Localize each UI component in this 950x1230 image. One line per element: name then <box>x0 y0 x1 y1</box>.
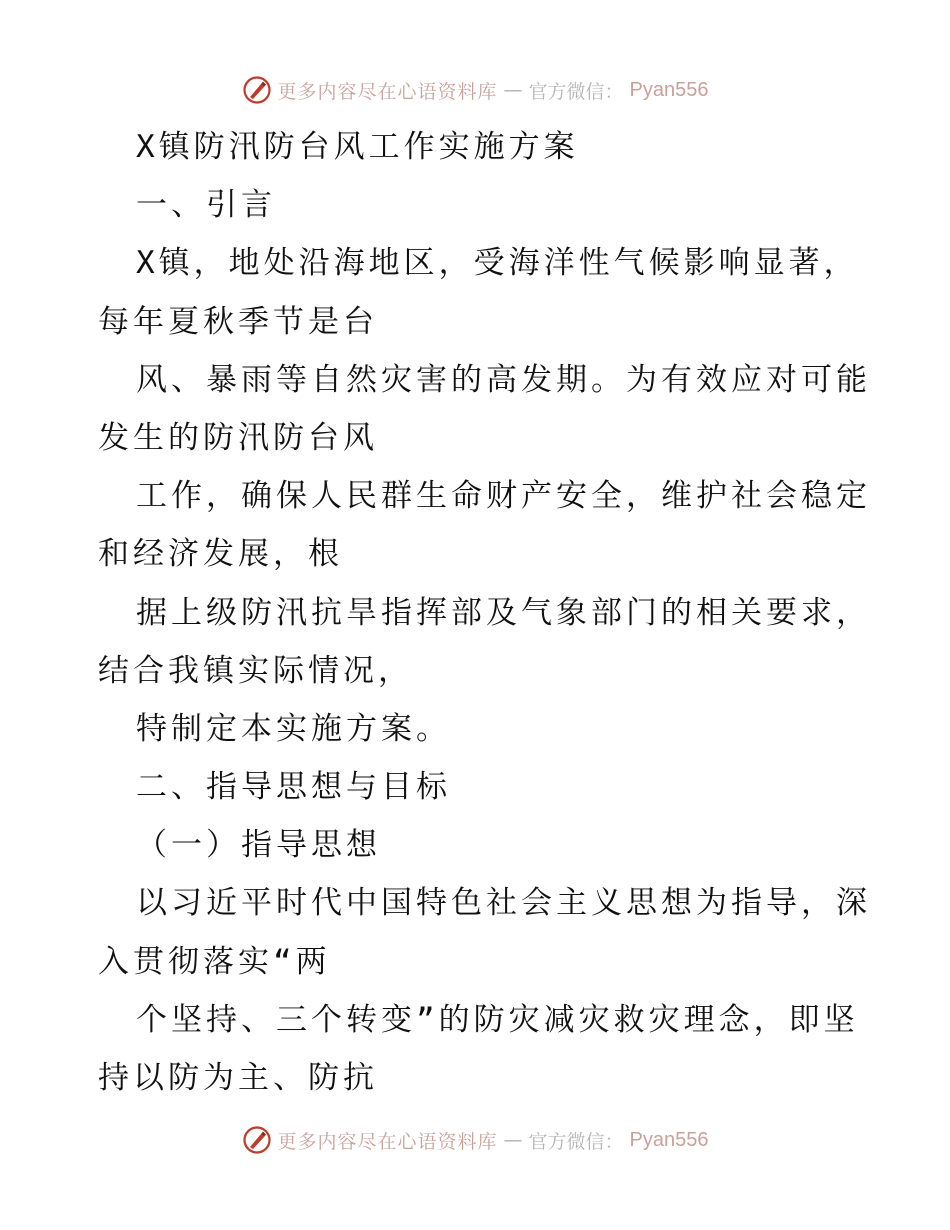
watermark-account: Pyan556 <box>629 1128 709 1151</box>
watermark-dash: — <box>503 79 523 101</box>
paragraph-line: 个坚持、三个转变”的防灾减灾救灾理念，即坚 <box>136 1001 859 1038</box>
watermark-account: Pyan556 <box>629 78 709 101</box>
footer-watermark <box>0 1120 950 1160</box>
section-heading-guidance: 二、指导思想与目标 <box>136 769 451 806</box>
watermark-wechat-label: 官方微信： <box>528 80 624 103</box>
pen-circle-logo-icon <box>242 75 272 105</box>
paragraph-line: 每年夏秋季节是台 <box>98 303 378 340</box>
paragraph-line: 风、暴雨等自然灾害的高发期。为有效应对可能 <box>136 361 871 398</box>
watermark-dash: — <box>503 1129 523 1151</box>
paragraph-line: 以习近平时代中国特色社会主义思想为指导，深 <box>136 885 871 922</box>
paragraph-line: 持以防为主、防抗 <box>98 1060 378 1096</box>
subsection-heading-guiding-thought: （一）指导思想 <box>136 827 381 864</box>
paragraph-line: 发生的防汛防台风 <box>98 419 378 456</box>
watermark-site-text: 更多内容尽在心语资料库 <box>277 80 498 103</box>
paragraph-line: 特制定本实施方案。 <box>136 710 451 747</box>
paragraph-line: 工作，确保人民群生命财产安全，维护社会稳定 <box>136 478 871 515</box>
paragraph-line: 和经济发展，根 <box>98 536 343 573</box>
section-heading-intro: 一、引言 <box>136 187 276 224</box>
paragraph-line: 入贯彻落实“两 <box>98 943 331 980</box>
paragraph-line: 据上级防汛抗旱指挥部及气象部门的相关要求， <box>136 594 871 631</box>
watermark-site-text: 更多内容尽在心语资料库 <box>277 1130 498 1153</box>
header-watermark <box>0 70 950 110</box>
paragraph-line: X镇，地处沿海地区，受海洋性气候影响显著， <box>136 245 859 282</box>
paragraph-line: 结合我镇实际情况， <box>98 652 413 689</box>
document-body <box>98 118 871 1107</box>
document-title: X镇防汛防台风工作实施方案 <box>136 129 579 165</box>
watermark-wechat-label: 官方微信： <box>528 1130 624 1153</box>
pen-circle-logo-icon <box>242 1125 272 1155</box>
